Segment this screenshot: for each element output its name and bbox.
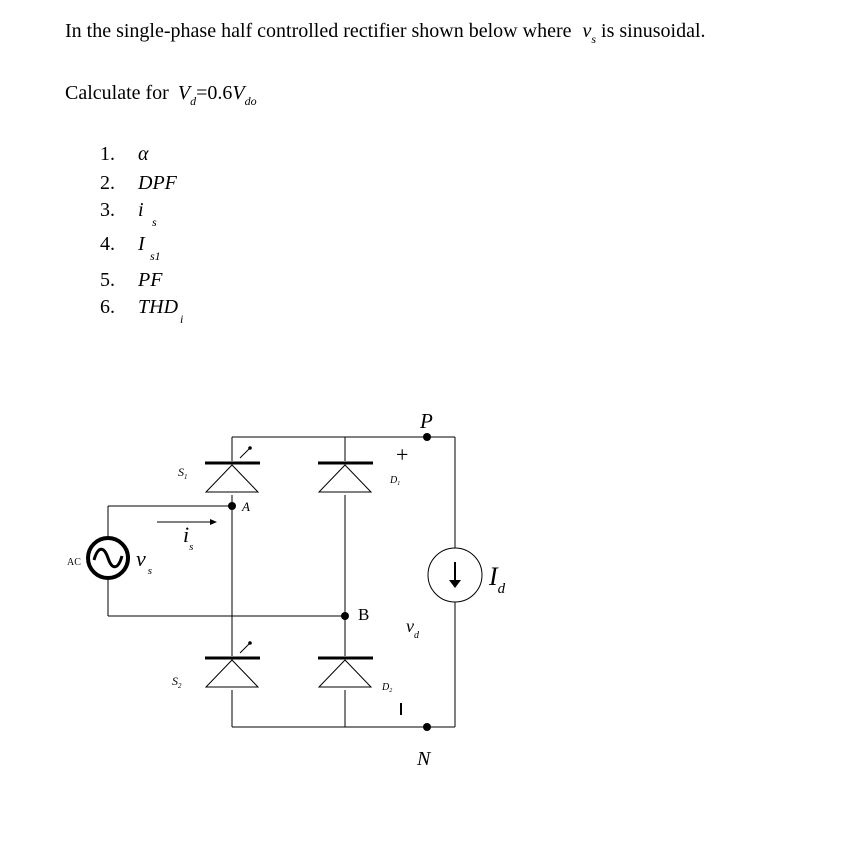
node-a-dot xyxy=(228,502,236,510)
vs-symbol: v xyxy=(582,20,592,42)
id-label: $I_d$ xyxy=(489,562,506,597)
node-b-label: B xyxy=(358,605,370,624)
node-p-dot xyxy=(423,433,431,441)
calc-prefix: Calculate for xyxy=(65,82,169,104)
vd-subscript: d xyxy=(190,94,197,108)
node-n-dot xyxy=(423,723,431,731)
vd-symbol: V xyxy=(177,82,191,104)
node-b-dot xyxy=(341,612,349,620)
node-p-label: P xyxy=(420,409,433,433)
calc-equals: =0.6 xyxy=(196,82,233,104)
is-label: $i_s$ xyxy=(183,522,194,553)
vd-label: $v_d$ xyxy=(406,616,419,641)
s1-label: $S_1$ xyxy=(178,465,188,481)
vdo-symbol: V xyxy=(232,82,245,104)
node-n-label: N xyxy=(417,748,431,770)
question-list: 1. α 2. DPF 3. i s 4. I s1 5. PF 6. THD i xyxy=(100,143,184,326)
d2-diode xyxy=(317,656,373,690)
node-a-label: A xyxy=(242,499,250,514)
current-source xyxy=(428,548,482,602)
minus-label: - xyxy=(160,0,161,1)
plus-label: + xyxy=(396,442,409,467)
ac-label: AC xyxy=(67,557,81,568)
vs-label: v $_s$ xyxy=(136,546,153,577)
statement-tail: is sinusoidal. xyxy=(601,20,706,42)
d1-label: $D_1$ xyxy=(390,475,401,487)
s2-label: $S_2$ xyxy=(172,674,182,690)
d1-diode xyxy=(317,461,373,495)
statement-text: In the single-phase half controlled rectifier shown below where xyxy=(65,20,572,42)
d2-label: $D_2$ xyxy=(382,682,393,694)
vdo-subscript: do xyxy=(244,94,257,108)
vs-subscript: s xyxy=(591,32,597,46)
ac-source xyxy=(88,538,128,578)
